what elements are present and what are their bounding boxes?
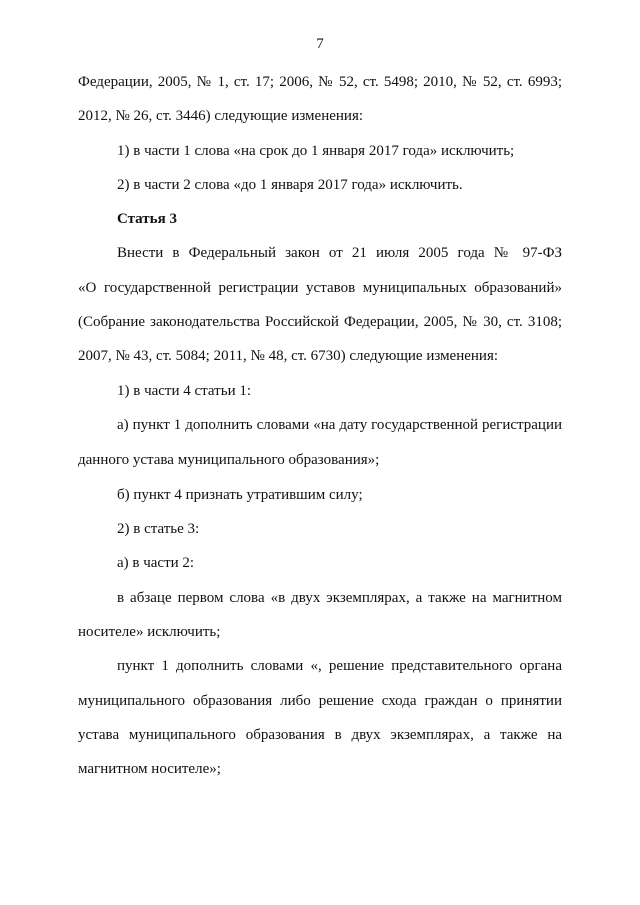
- text-line: муниципального образования либо решение схода граждан о принятии: [78, 693, 562, 709]
- text-line: а) пункт 1 дополнить словами «на дату государственной регистрации: [117, 417, 562, 433]
- text-line: 1) в части 4 статьи 1:: [117, 383, 252, 399]
- text-line: б) пункт 4 признать утратившим силу;: [117, 487, 363, 503]
- text-line: (Собрание законодательства Российской Федерации, 2005, № 30, ст. 3108;: [78, 314, 562, 330]
- text-line: устава муниципального образования в двух экземплярах, а также на: [78, 727, 562, 743]
- text-line: данного устава муниципального образования»;: [78, 452, 380, 468]
- text-line: 2007, № 43, ст. 5084; 2011, № 48, ст. 6730) следующие изменения:: [78, 348, 499, 364]
- text-line: 2) в статье 3:: [117, 521, 200, 537]
- text-line: «О государственной регистрации уставов муниципальных образований»: [78, 280, 562, 296]
- text-line: Федерации, 2005, № 1, ст. 17; 2006, № 52, ст. 5498; 2010, № 52, ст. 6993;: [78, 74, 562, 90]
- text-line: носителе» исключить;: [78, 624, 221, 640]
- text-line: а) в части 2:: [117, 555, 195, 571]
- text-line: пункт 1 дополнить словами «, решение представительного органа: [117, 658, 562, 674]
- text-line: в абзаце первом слова «в двух экземплярах, а также на магнитном: [117, 590, 562, 606]
- text-line: Внести в Федеральный закон от 21 июля 2005 года № 97-ФЗ: [117, 245, 562, 261]
- text-line: магнитном носителе»;: [78, 761, 221, 777]
- text-line: 2012, № 26, ст. 3446) следующие изменения:: [78, 108, 364, 124]
- page-number: 7: [316, 36, 324, 52]
- text-line: 1) в части 1 слова «на срок до 1 января 2017 года» исключить;: [117, 143, 515, 159]
- article-heading: Статья 3: [117, 211, 177, 227]
- text-line: 2) в части 2 слова «до 1 января 2017 года» исключить.: [117, 177, 463, 193]
